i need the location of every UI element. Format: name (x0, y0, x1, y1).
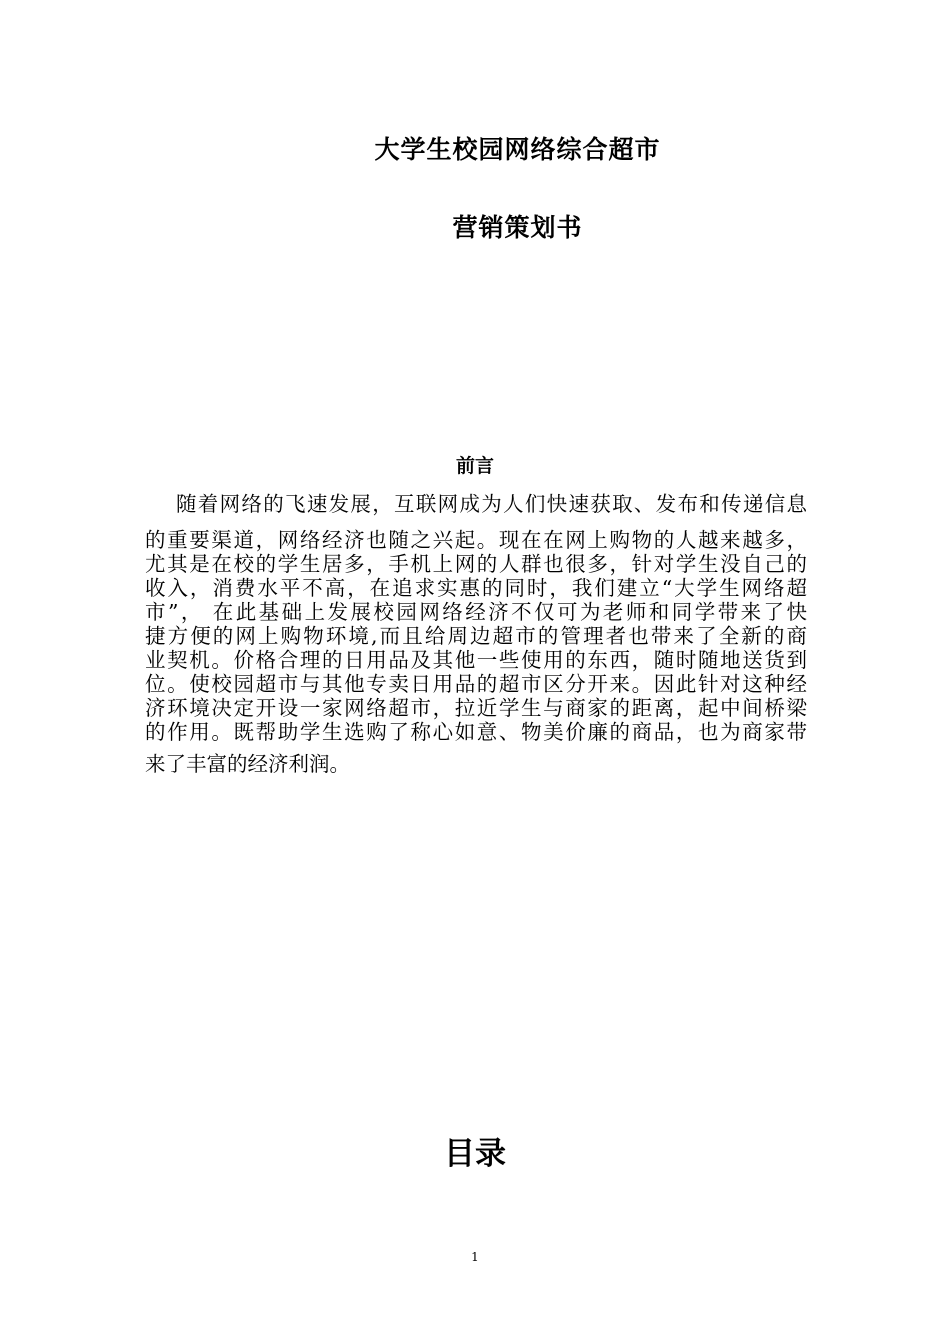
toc-heading: 目录 (444, 1136, 506, 1172)
preface-line: 的作用。既帮助学生选购了称心如意、物美价廉的商品，也为商家带 (145, 720, 807, 744)
preface-line: 来了丰富的经济利润。 (145, 752, 350, 776)
preface-line: 市”， 在此基础上发展校园网络经济不仅可为老师和同学带来了快 (145, 600, 807, 624)
preface-line: 济环境决定开设一家网络超市，拉近学生与商家的距离，起中间桥梁 (145, 696, 807, 720)
document-title: 大学生校园网络综合超市 (374, 135, 661, 164)
preface-line: 位。使校园超市与其他专卖日用品的超市区分开来。因此针对这种经 (145, 672, 807, 696)
preface-line: 尤其是在校的学生居多，手机上网的人群也很多，针对学生没自己的 (145, 552, 807, 576)
preface-line: 的重要渠道，网络经济也随之兴起。现在在网上购物的人越来越多， (145, 528, 807, 552)
preface-line: 业契机。价格合理的日用品及其他一些使用的东西，随时随地送货到 (145, 648, 807, 672)
preface-heading: 前言 (455, 455, 494, 477)
preface-paragraph (145, 492, 807, 776)
preface-line: 捷方便的网上购物环境,而且给周边超市的管理者也带来了全新的商 (145, 624, 807, 648)
page-number: 1 (471, 1250, 479, 1264)
preface-line: 收入，消费水平不高，在追求实惠的同时，我们建立“大学生网络超 (145, 576, 807, 600)
preface-line: 随着网络的飞速发展，互联网成为人们快速获取、发布和传递信息 (176, 492, 807, 516)
document-subtitle: 营销策划书 (452, 213, 583, 242)
